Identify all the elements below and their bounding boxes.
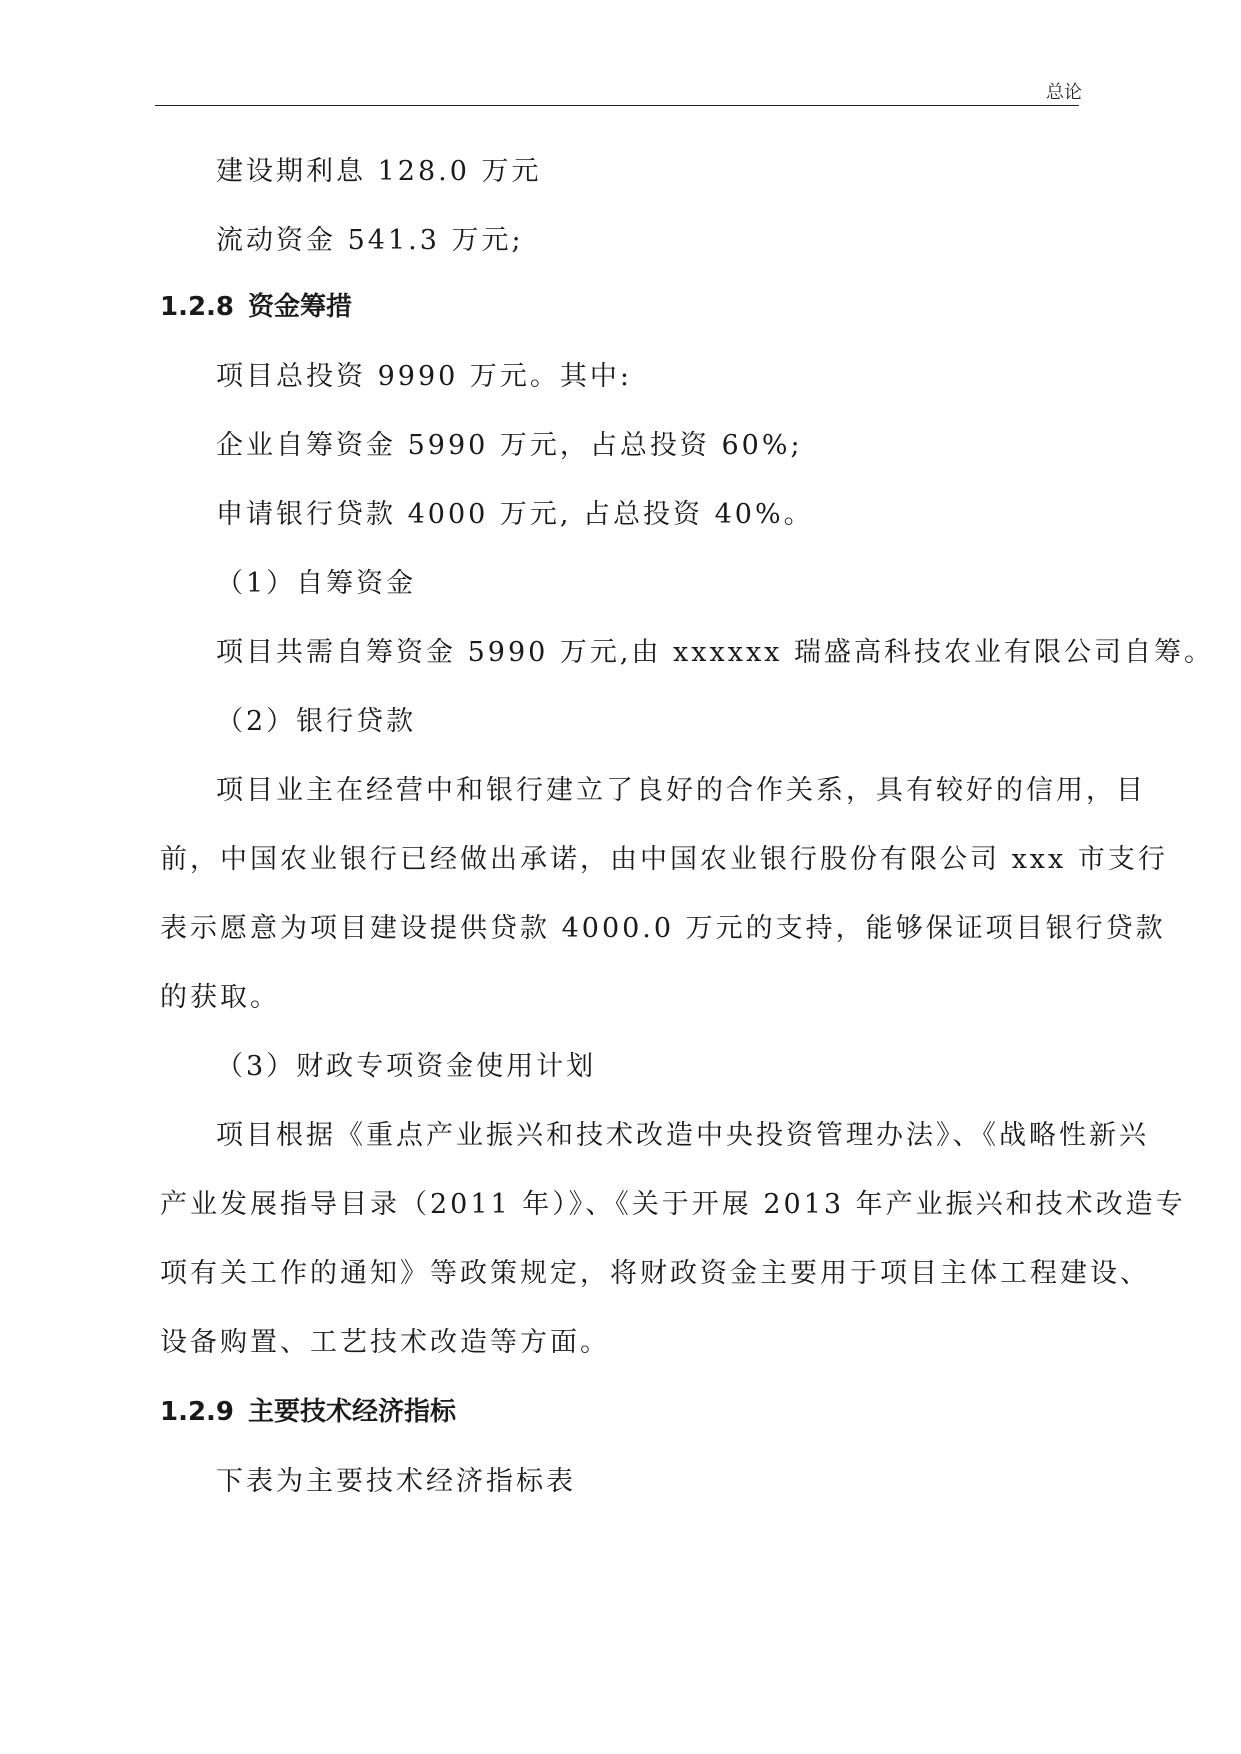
subheading-fiscal-fund: （3）财政专项资金使用计划 xyxy=(216,1051,597,1082)
para-bank-loan-line-2: 前，中国农业银行已经做出承诺，由中国农业银行股份有限公司 xxx 市支行 xyxy=(160,844,1168,875)
section-heading-1-2-8 xyxy=(160,290,352,324)
para-table-intro: 下表为主要技术经济指标表 xyxy=(216,1466,576,1497)
section-title: 资金筹措 xyxy=(248,292,353,322)
para-working-capital: 流动资金 541.3 万元; xyxy=(216,225,524,256)
section-number: 1.2.9 xyxy=(160,1397,235,1427)
para-fiscal-line-2: 产业发展指导目录（2011 年）》、《关于开展 2013 年产业振兴和技术改造专 xyxy=(160,1189,1186,1220)
para-fiscal-line-1: 项目根据《重点产业振兴和技术改造中央投资管理办法》、《战略性新兴 xyxy=(216,1120,1149,1151)
para-self-raised: 企业自筹资金 5990 万元，占总投资 60%; xyxy=(216,430,803,461)
header-rule xyxy=(155,105,1079,106)
para-construction-interest: 建设期利息 128.0 万元 xyxy=(216,156,542,187)
header-title: 总论 xyxy=(1046,82,1082,103)
section-title: 主要技术经济指标 xyxy=(248,1397,457,1427)
para-total-investment: 项目总投资 9990 万元。其中: xyxy=(216,361,632,392)
section-number: 1.2.8 xyxy=(160,292,235,322)
section-heading-1-2-9 xyxy=(160,1395,456,1429)
para-bank-loan-line-1: 项目业主在经营中和银行建立了良好的合作关系，具有较好的信用，目 xyxy=(216,775,1146,806)
para-bank-loan-line-3: 表示愿意为项目建设提供贷款 4000.0 万元的支持，能够保证项目银行贷款 xyxy=(160,913,1166,944)
para-bank-loan-line-4: 的获取。 xyxy=(160,982,280,1013)
subheading-bank-loan: （2）银行贷款 xyxy=(216,706,417,737)
para-fiscal-line-4: 设备购置、工艺技术改造等方面。 xyxy=(160,1327,610,1358)
para-bank-loan: 申请银行贷款 4000 万元, 占总投资 40%。 xyxy=(216,499,814,530)
subheading-self-raised: （1）自筹资金 xyxy=(216,568,417,599)
para-self-raised-detail: 项目共需自筹资金 5990 万元,由 xxxxxx 瑞盛高科技农业有限公司自筹。 xyxy=(216,637,1214,668)
para-fiscal-line-3: 项有关工作的通知》等政策规定，将财政资金主要用于项目主体工程建设、 xyxy=(160,1258,1150,1289)
